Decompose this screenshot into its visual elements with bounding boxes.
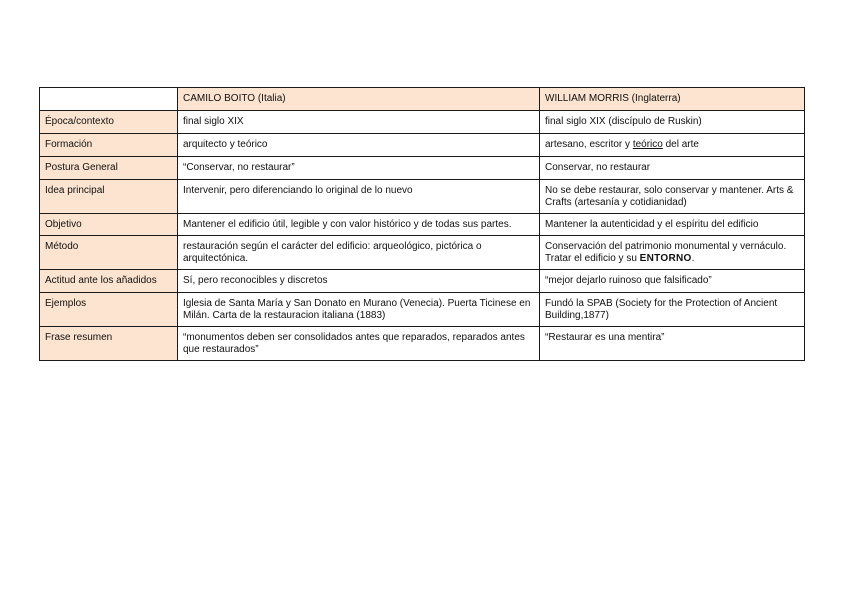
boito-cell: “monumentos deben ser consolidados antes que reparados, reparados antes que restaurados” xyxy=(178,327,540,361)
header-william-morris: WILLIAM MORRIS (Inglaterra) xyxy=(540,88,805,111)
morris-cell xyxy=(540,236,805,270)
boito-cell: arquitecto y teórico xyxy=(178,134,540,157)
header-corner-cell xyxy=(40,88,178,111)
table-row xyxy=(40,270,805,293)
morris-text-pre: Conservación del patrimonio monumental y vernáculo. Tratar el edificio y su xyxy=(545,241,787,264)
boito-cell: Sí, pero reconocibles y discretos xyxy=(178,270,540,293)
table-row xyxy=(40,111,805,134)
morris-cell: “Restaurar es una mentira” xyxy=(540,327,805,361)
table-row xyxy=(40,293,805,327)
table-row xyxy=(40,180,805,214)
header-camilo-boito: CAMILO BOITO (Italia) xyxy=(178,88,540,111)
comparison-table xyxy=(39,87,805,361)
row-label: Época/contexto xyxy=(40,111,178,134)
morris-text-pre: artesano, escritor y xyxy=(545,139,633,150)
table-row xyxy=(40,214,805,236)
boito-cell: Intervenir, pero diferenciando lo original de lo nuevo xyxy=(178,180,540,214)
table-row xyxy=(40,236,805,270)
row-label: Formación xyxy=(40,134,178,157)
row-label: Actitud ante los añadidos xyxy=(40,270,178,293)
morris-cell: Fundó la SPAB (Society for the Protection of Ancient Building,1877) xyxy=(540,293,805,327)
table-row xyxy=(40,157,805,180)
row-label: Objetivo xyxy=(40,214,178,236)
morris-text-post: del arte xyxy=(662,139,699,150)
boito-cell: “Conservar, no restaurar” xyxy=(178,157,540,180)
morris-cell: Mantener la autenticidad y el espíritu del edificio xyxy=(540,214,805,236)
boito-cell: restauración según el carácter del edificio: arqueológico, pictórica o arquitectónica. xyxy=(178,236,540,270)
boito-cell: Mantener el edificio útil, legible y con valor histórico y de todas sus partes. xyxy=(178,214,540,236)
table-row xyxy=(40,327,805,361)
boito-cell: final siglo XIX xyxy=(178,111,540,134)
row-label: Postura General xyxy=(40,157,178,180)
morris-text-bold: ENTORNO xyxy=(639,253,692,264)
row-label: Frase resumen xyxy=(40,327,178,361)
row-label: Método xyxy=(40,236,178,270)
morris-text-post: . xyxy=(691,253,695,264)
table-header-row xyxy=(40,88,805,111)
morris-cell: “mejor dejarlo ruinoso que falsificado” xyxy=(540,270,805,293)
table-row xyxy=(40,134,805,157)
morris-cell xyxy=(540,134,805,157)
morris-cell: Conservar, no restaurar xyxy=(540,157,805,180)
morris-cell: No se debe restaurar, solo conservar y mantener. Arts & Crafts (artesanía y cotidianidad) xyxy=(540,180,805,214)
boito-cell: Iglesia de Santa María y San Donato en Murano (Venecia). Puerta Ticinese en Milán. Carta de la restauracion italiana (1883) xyxy=(178,293,540,327)
morris-text-underlined: teórico xyxy=(632,139,663,150)
morris-cell: final siglo XIX (discípulo de Ruskin) xyxy=(540,111,805,134)
row-label: Ejemplos xyxy=(40,293,178,327)
row-label: Idea principal xyxy=(40,180,178,214)
